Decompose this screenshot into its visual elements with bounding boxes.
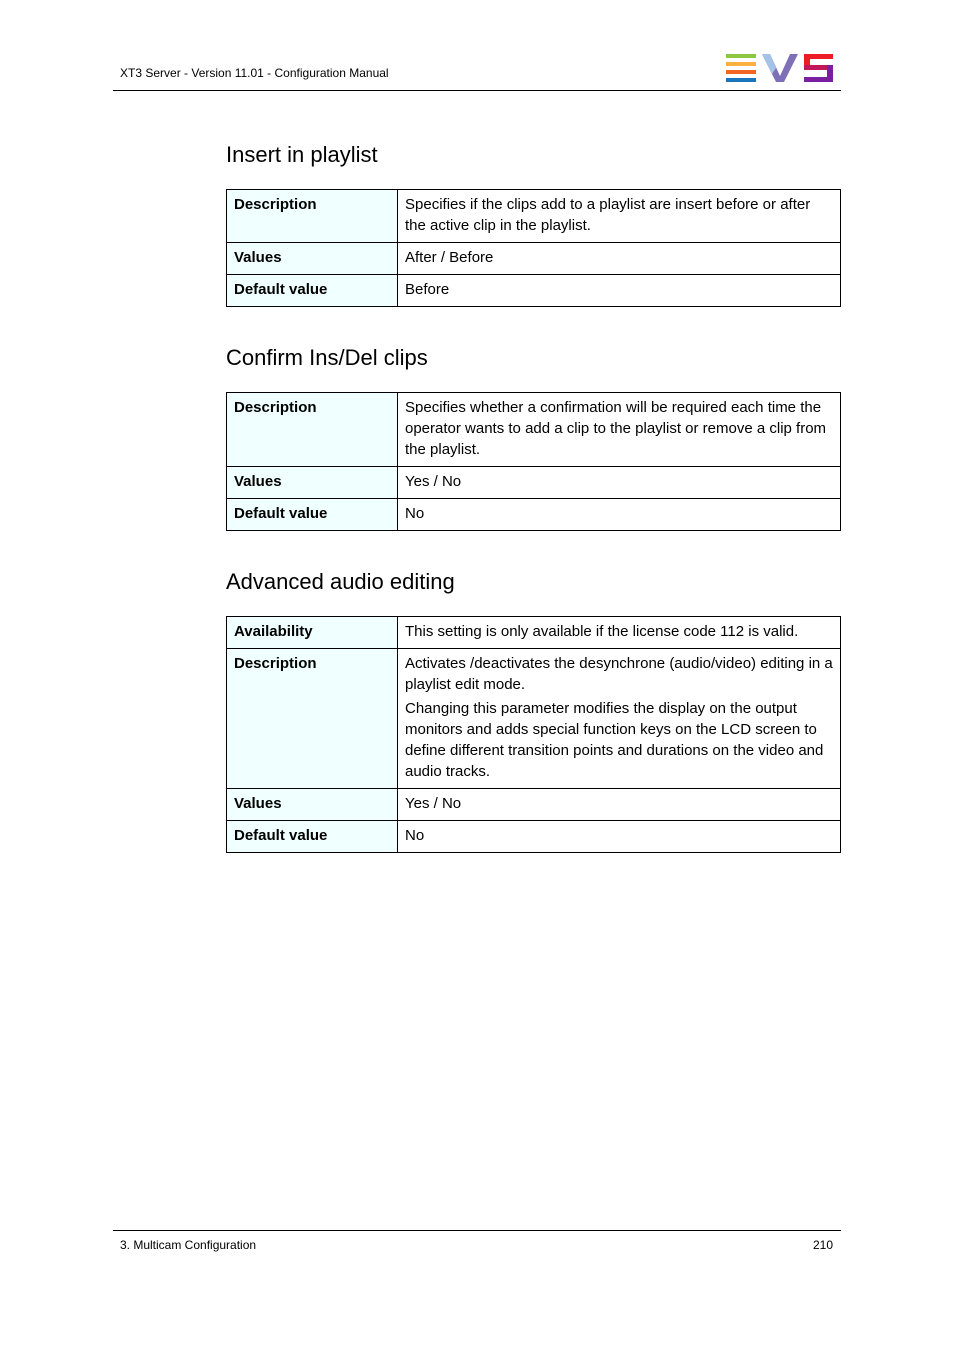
row-value-text: Specifies if the clips add to a playlist are insert before or after the active clip in the playlist. <box>405 196 811 234</box>
row-value-text: Changing this parameter modifies the display on the output monitors and adds special function keys on the LCD screen to define different transition points and durations on the video and audio tracks. <box>405 700 824 780</box>
row-value <box>398 275 841 307</box>
footer-divider <box>113 1230 841 1231</box>
header-divider <box>113 90 841 91</box>
row-value-text: Yes / No <box>405 473 462 490</box>
table-row <box>227 499 841 531</box>
page-number: 210 <box>812 1238 833 1252</box>
row-label: Description <box>227 190 398 243</box>
row-value <box>398 649 841 789</box>
section-title-insert-in-playlist: Insert in playlist <box>226 142 378 167</box>
row-label: Values <box>227 467 398 499</box>
row-value <box>398 190 841 243</box>
table-row <box>227 393 841 467</box>
advanced-audio-editing-table <box>226 616 841 853</box>
row-label: Availability <box>227 617 398 649</box>
row-value <box>398 617 841 649</box>
insert-in-playlist-table <box>226 189 841 307</box>
section-title-advanced-audio-editing: Advanced audio editing <box>226 569 455 594</box>
row-value-text: Before <box>405 281 450 298</box>
confirm-ins-del-clips-table <box>226 392 841 531</box>
row-value-text: Activates /deactivates the desynchrone (audio/video) editing in a playlist edit mode. <box>405 655 833 693</box>
table-row <box>227 649 841 789</box>
row-label: Description <box>227 649 398 789</box>
footer-chapter: 3. Multicam Configuration <box>120 1238 257 1252</box>
row-value <box>398 467 841 499</box>
table-row <box>227 821 841 853</box>
row-value-text: Specifies whether a confirmation will be required each time the operator wants to add a clip to the playlist or remove a clip from the playlist. <box>405 399 827 458</box>
row-value-text: This setting is only available if the license code 112 is valid. <box>405 623 799 640</box>
row-value <box>398 821 841 853</box>
row-value <box>398 789 841 821</box>
row-label: Description <box>227 393 398 467</box>
table-row <box>227 190 841 243</box>
row-label: Default value <box>227 499 398 531</box>
row-value <box>398 499 841 531</box>
row-value-text: Yes / No <box>405 795 462 812</box>
row-value <box>398 243 841 275</box>
row-label: Values <box>227 243 398 275</box>
row-value-text: No <box>405 505 425 522</box>
table-row <box>227 275 841 307</box>
row-value-text: After / Before <box>405 249 494 266</box>
row-label: Values <box>227 789 398 821</box>
section-title-confirm-ins-del-clips: Confirm Ins/Del clips <box>226 345 428 370</box>
table-row <box>227 467 841 499</box>
table-row <box>227 789 841 821</box>
evs-logo-icon <box>726 54 834 82</box>
row-label: Default value <box>227 821 398 853</box>
row-value-text: No <box>405 827 425 844</box>
row-label: Default value <box>227 275 398 307</box>
table-row <box>227 617 841 649</box>
row-value <box>398 393 841 467</box>
table-row <box>227 243 841 275</box>
header-title: XT3 Server - Version 11.01 - Configuration Manual <box>120 66 389 80</box>
